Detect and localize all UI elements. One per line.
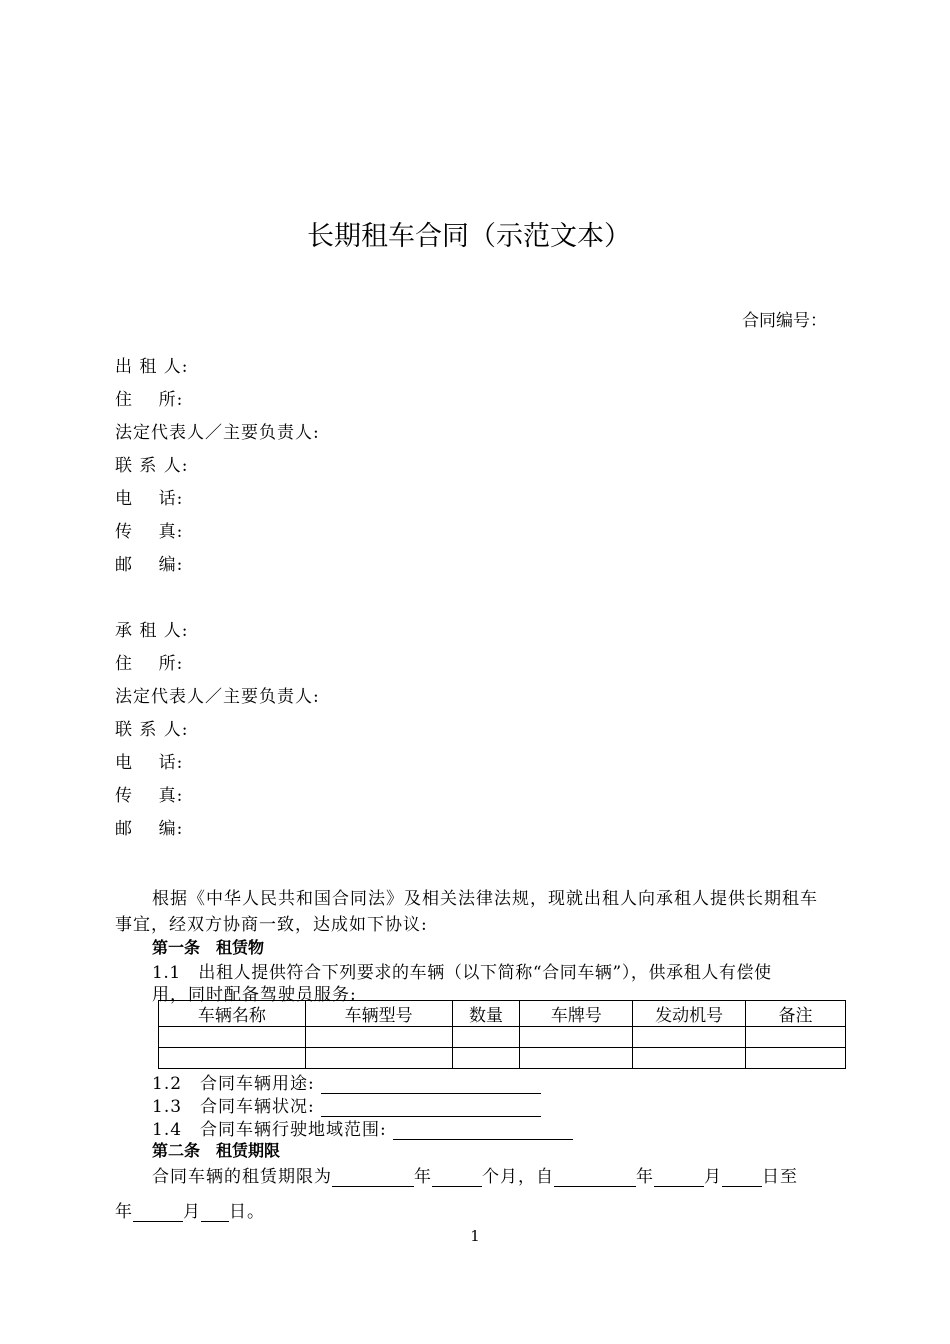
month-label: 月 xyxy=(183,1202,201,1222)
lease-months-blank[interactable] xyxy=(432,1169,482,1187)
item-1-3-label: 1.3 合同车辆状况: xyxy=(152,1097,315,1117)
end-day-blank[interactable] xyxy=(201,1204,229,1222)
column-header-quantity: 数量 xyxy=(452,1001,520,1027)
lessee-address-label: 住 所: xyxy=(115,654,184,674)
months-from-label: 个月，自 xyxy=(482,1167,554,1187)
lessor-name-label: 出 租 人: xyxy=(115,357,189,377)
column-header-plate-number: 车牌号 xyxy=(520,1001,633,1027)
column-header-vehicle-name: 车辆名称 xyxy=(159,1001,306,1027)
table-row xyxy=(159,1027,846,1048)
table-cell[interactable] xyxy=(520,1027,633,1048)
intro-paragraph-line1: 根据《中华人民共和国合同法》及相关法律法规，现就出租人向承租人提供长期租车 xyxy=(152,889,818,909)
start-year-blank[interactable] xyxy=(554,1169,636,1187)
table-cell[interactable] xyxy=(633,1027,746,1048)
article2-line2 xyxy=(115,1197,265,1222)
table-cell[interactable] xyxy=(452,1048,520,1069)
year-label: 年 xyxy=(636,1167,654,1187)
item-1-2-label: 1.2 合同车辆用途: xyxy=(152,1074,315,1094)
article2-heading: 第二条 租赁期限 xyxy=(152,1141,281,1160)
table-cell[interactable] xyxy=(305,1048,452,1069)
column-header-vehicle-model: 车辆型号 xyxy=(305,1001,452,1027)
contract-number-label: 合同编号： xyxy=(742,311,827,331)
end-month-blank[interactable] xyxy=(133,1204,183,1222)
day-to-label: 日至 xyxy=(762,1167,798,1187)
lease-term-text: 合同车辆的租赁期限为 xyxy=(152,1167,332,1187)
lessee-representative-label: 法定代表人／主要负责人: xyxy=(115,687,320,707)
column-header-engine-number: 发动机号 xyxy=(633,1001,746,1027)
month-label: 月 xyxy=(704,1167,722,1187)
lessor-representative-label: 法定代表人／主要负责人: xyxy=(115,423,320,443)
intro-paragraph-line2: 事宜，经双方协商一致，达成如下协议: xyxy=(115,915,428,935)
lessee-name-label: 承 租 人: xyxy=(115,621,189,641)
table-cell[interactable] xyxy=(633,1048,746,1069)
lessor-phone-label: 电 话: xyxy=(115,489,184,509)
year-label: 年 xyxy=(414,1167,432,1187)
vehicle-table xyxy=(158,1000,846,1069)
table-cell[interactable] xyxy=(305,1027,452,1048)
lessee-phone-label: 电 话: xyxy=(115,753,184,773)
lessor-address-label: 住 所: xyxy=(115,390,184,410)
driving-region-blank[interactable] xyxy=(393,1122,573,1140)
table-cell[interactable] xyxy=(746,1048,846,1069)
table-cell[interactable] xyxy=(520,1048,633,1069)
table-cell[interactable] xyxy=(746,1027,846,1048)
item-1-4-label: 1.4 合同车辆行驶地域范围: xyxy=(152,1120,387,1140)
table-cell[interactable] xyxy=(452,1027,520,1048)
lessee-postcode-label: 邮 编: xyxy=(115,819,184,839)
article1-heading: 第一条 租赁物 xyxy=(152,938,265,957)
page-number: 1 xyxy=(470,1227,480,1245)
lessor-contact-label: 联 系 人: xyxy=(115,456,189,476)
lease-years-blank[interactable] xyxy=(332,1169,414,1187)
article1-item-1-3 xyxy=(152,1092,541,1117)
start-month-blank[interactable] xyxy=(654,1169,704,1187)
day-label: 日。 xyxy=(229,1202,265,1222)
document-title: 长期租车合同（示范文本） xyxy=(307,221,631,252)
table-cell[interactable] xyxy=(159,1027,306,1048)
lessor-postcode-label: 邮 编: xyxy=(115,555,184,575)
column-header-remarks: 备注 xyxy=(746,1001,846,1027)
article2-line1 xyxy=(152,1162,798,1187)
article1-item-1-2 xyxy=(152,1069,541,1094)
lessee-contact-label: 联 系 人: xyxy=(115,720,189,740)
table-cell[interactable] xyxy=(159,1048,306,1069)
lessor-fax-label: 传 真: xyxy=(115,522,184,542)
article1-item-1-4 xyxy=(152,1115,573,1140)
article1-item-1-1-line1: 1.1 出租人提供符合下列要求的车辆（以下简称“合同车辆”），供承租人有偿使 xyxy=(152,963,772,983)
lessee-fax-label: 传 真: xyxy=(115,786,184,806)
year-label: 年 xyxy=(115,1202,133,1222)
start-day-blank[interactable] xyxy=(722,1169,762,1187)
table-header-row xyxy=(159,1001,846,1027)
article1-item-1-1-line2: 用，同时配备驾驶员服务: xyxy=(152,985,357,1005)
table-row xyxy=(159,1048,846,1069)
